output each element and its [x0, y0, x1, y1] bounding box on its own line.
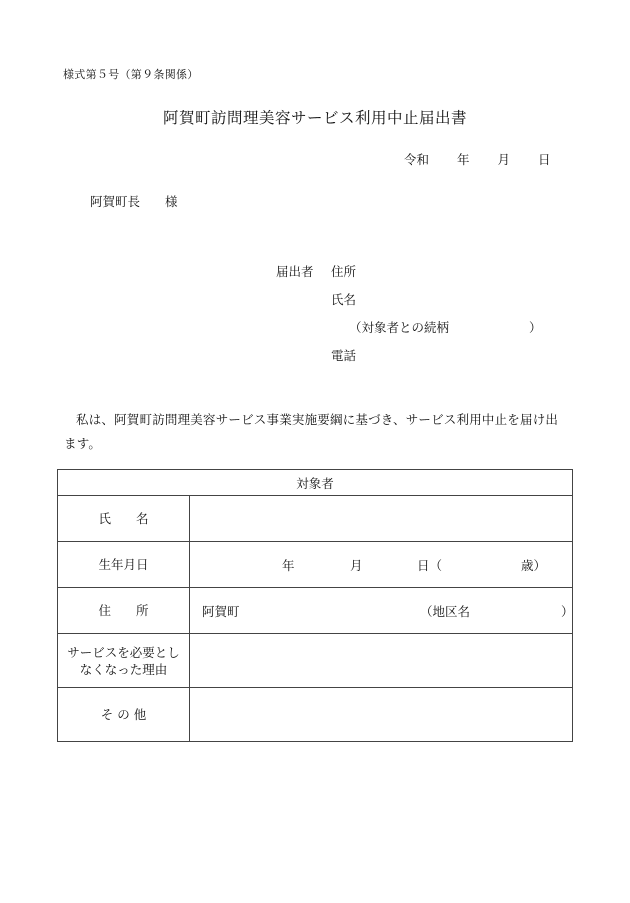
name-field[interactable] [190, 496, 573, 542]
reason-label: サービスを必要としなくなった理由 [58, 634, 190, 688]
sender-relationship-open: （対象者との続柄 [349, 320, 450, 335]
table-header: 対象者 [58, 470, 573, 496]
name-label: 氏 名 [58, 496, 190, 542]
address-label: 住 所 [58, 588, 190, 634]
birth-day-label: 日（ [417, 557, 443, 573]
birth-age-label: 歳） [521, 557, 547, 573]
district-open: （地区名 [420, 603, 471, 619]
addressee: 阿賀町長 様 [90, 194, 178, 209]
sender-name-label: 氏名 [331, 292, 357, 307]
table-row-birthdate [58, 542, 573, 588]
date-month: 月 [497, 152, 511, 167]
birth-month-label: 月 [350, 557, 363, 573]
table-row-name [58, 496, 573, 542]
other-label: そ の 他 [58, 688, 190, 742]
date-era: 令和 [404, 152, 430, 167]
district-close: ） [561, 603, 574, 619]
date-day: 日 [538, 152, 551, 167]
page-title: 阿賀町訪問理美容サービス利用中止届出書 [162, 109, 467, 127]
table-row-address [58, 588, 573, 634]
reason-field[interactable] [190, 634, 573, 688]
sender-address-label: 住所 [331, 264, 357, 279]
birthdate-label: 生年月日 [58, 542, 190, 588]
date-line [404, 150, 551, 168]
table-row-other [58, 688, 573, 742]
sender-phone-label: 電話 [331, 348, 357, 363]
address-town: 阿賀町 [202, 603, 240, 619]
address-field[interactable] [190, 588, 573, 634]
table-row-reason [58, 634, 573, 688]
statement-text: 私は、阿賀町訪問理美容サービス事業実施要綱に基づき、サービス利用中止を届け出ます。 [64, 412, 559, 451]
form-number: 様式第５号（第９条関係） [63, 68, 199, 81]
sender-label: 届出者 [276, 264, 314, 279]
birth-year-label: 年 [282, 557, 295, 573]
sender-relationship-close: ） [529, 320, 542, 335]
target-person-table [57, 469, 573, 742]
other-field[interactable] [190, 688, 573, 742]
birthdate-field[interactable] [190, 542, 573, 588]
date-year: 年 [457, 152, 470, 167]
